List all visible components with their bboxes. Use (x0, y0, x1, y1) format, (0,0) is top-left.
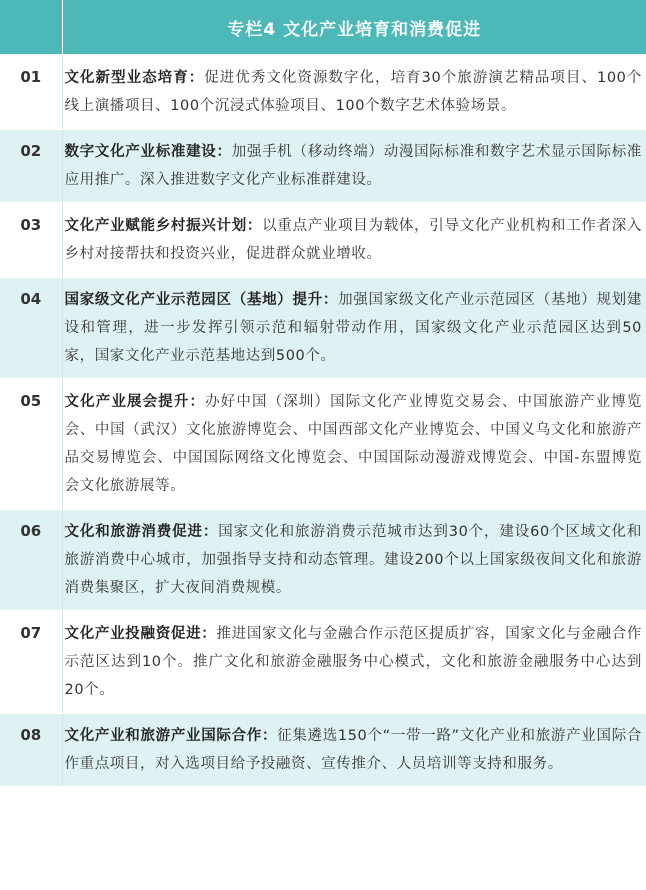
row-number: 06 (20, 522, 42, 540)
row-heading: 文化产业赋能乡村振兴计划： (64, 218, 263, 234)
row-number: 08 (20, 726, 42, 744)
row-text-cell (62, 509, 646, 611)
row-number: 02 (20, 142, 42, 160)
row-body: 加强手机（移动终端）动漫国际标准和数字艺术显示国际标准应用推广。深入推进数字文化产业标准群建设。 (64, 144, 642, 188)
row-heading: 文化和旅游消费促进： (64, 524, 219, 540)
row-text-cell (62, 611, 646, 713)
row-number-cell (0, 379, 62, 509)
row-heading: 文化新型业态培育： (64, 70, 205, 86)
table-row (0, 129, 646, 203)
column-title: 专栏4 文化产业培育和消费促进 (62, 0, 646, 55)
table-header (0, 0, 646, 55)
row-number: 03 (20, 216, 42, 234)
table-row (0, 713, 646, 786)
row-heading: 数字文化产业标准建设： (64, 144, 232, 160)
row-text-cell (62, 203, 646, 277)
header-number-cell (0, 0, 62, 55)
row-number-cell (0, 277, 62, 379)
row-body: 国家文化和旅游消费示范城市达到30个，建设60个区域文化和旅游消费中心城市，加强指导支持和动态管理。建设200个以上国家级夜间文化和旅游消费集聚区，扩大夜间消费规模。 (64, 524, 642, 596)
row-body: 加强国家级文化产业示范园区（基地）规划建设和管理，进一步发挥引领示范和辐射带动作用，国家级文化产业示范园区达到50家，国家文化产业示范基地达到500个。 (64, 292, 642, 364)
row-text-cell (62, 713, 646, 786)
table-row (0, 611, 646, 713)
row-number: 04 (20, 290, 42, 308)
table-row (0, 203, 646, 277)
row-number-cell (0, 509, 62, 611)
row-heading: 文化产业投融资促进： (64, 626, 217, 642)
table-row (0, 55, 646, 129)
row-body: 征集遴选150个“一带一路”文化产业和旅游产业国际合作重点项目，对入选项目给予投融资、宣传推介、人员培训等支持和服务。 (64, 728, 642, 772)
row-heading: 国家级文化产业示范园区（基地）提升： (64, 292, 339, 308)
row-number-cell (0, 611, 62, 713)
table-row (0, 277, 646, 379)
row-body: 促进优秀文化资源数字化，培育30个旅游演艺精品项目、100个线上演播项目、100个沉浸式体验项目、100个数字艺术体验场景。 (64, 70, 642, 114)
row-heading: 文化产业和旅游产业国际合作： (64, 728, 278, 744)
row-text-cell (62, 55, 646, 129)
row-number: 05 (20, 392, 42, 410)
row-number-cell (0, 713, 62, 786)
row-number-cell (0, 129, 62, 203)
row-number: 01 (20, 68, 42, 86)
row-heading: 文化产业展会提升： (64, 394, 206, 410)
row-body: 以重点产业项目为载体，引导文化产业机构和工作者深入乡村对接帮扶和投资兴业，促进群众就业增收。 (64, 218, 642, 262)
row-text-cell (62, 379, 646, 509)
table-row (0, 509, 646, 611)
row-number-cell (0, 203, 62, 277)
row-number-cell (0, 55, 62, 129)
row-body: 办好中国（深圳）国际文化产业博览交易会、中国旅游产业博览会、中国（武汉）文化旅游博览会、中国西部文化产业博览会、中国义乌文化和旅游产品交易博览会、中国国际网络文化博览会、中国国际动漫游戏博览会、中国-东盟博览会文化旅游展等。 (64, 394, 642, 494)
row-text-cell (62, 129, 646, 203)
row-number: 07 (20, 624, 42, 642)
table-row (0, 379, 646, 509)
row-body: 推进国家文化与金融合作示范区提质扩容，国家文化与金融合作示范区达到10个。推广文化和旅游金融服务中心模式，文化和旅游金融服务中心达到20个。 (64, 626, 642, 698)
row-text-cell (62, 277, 646, 379)
